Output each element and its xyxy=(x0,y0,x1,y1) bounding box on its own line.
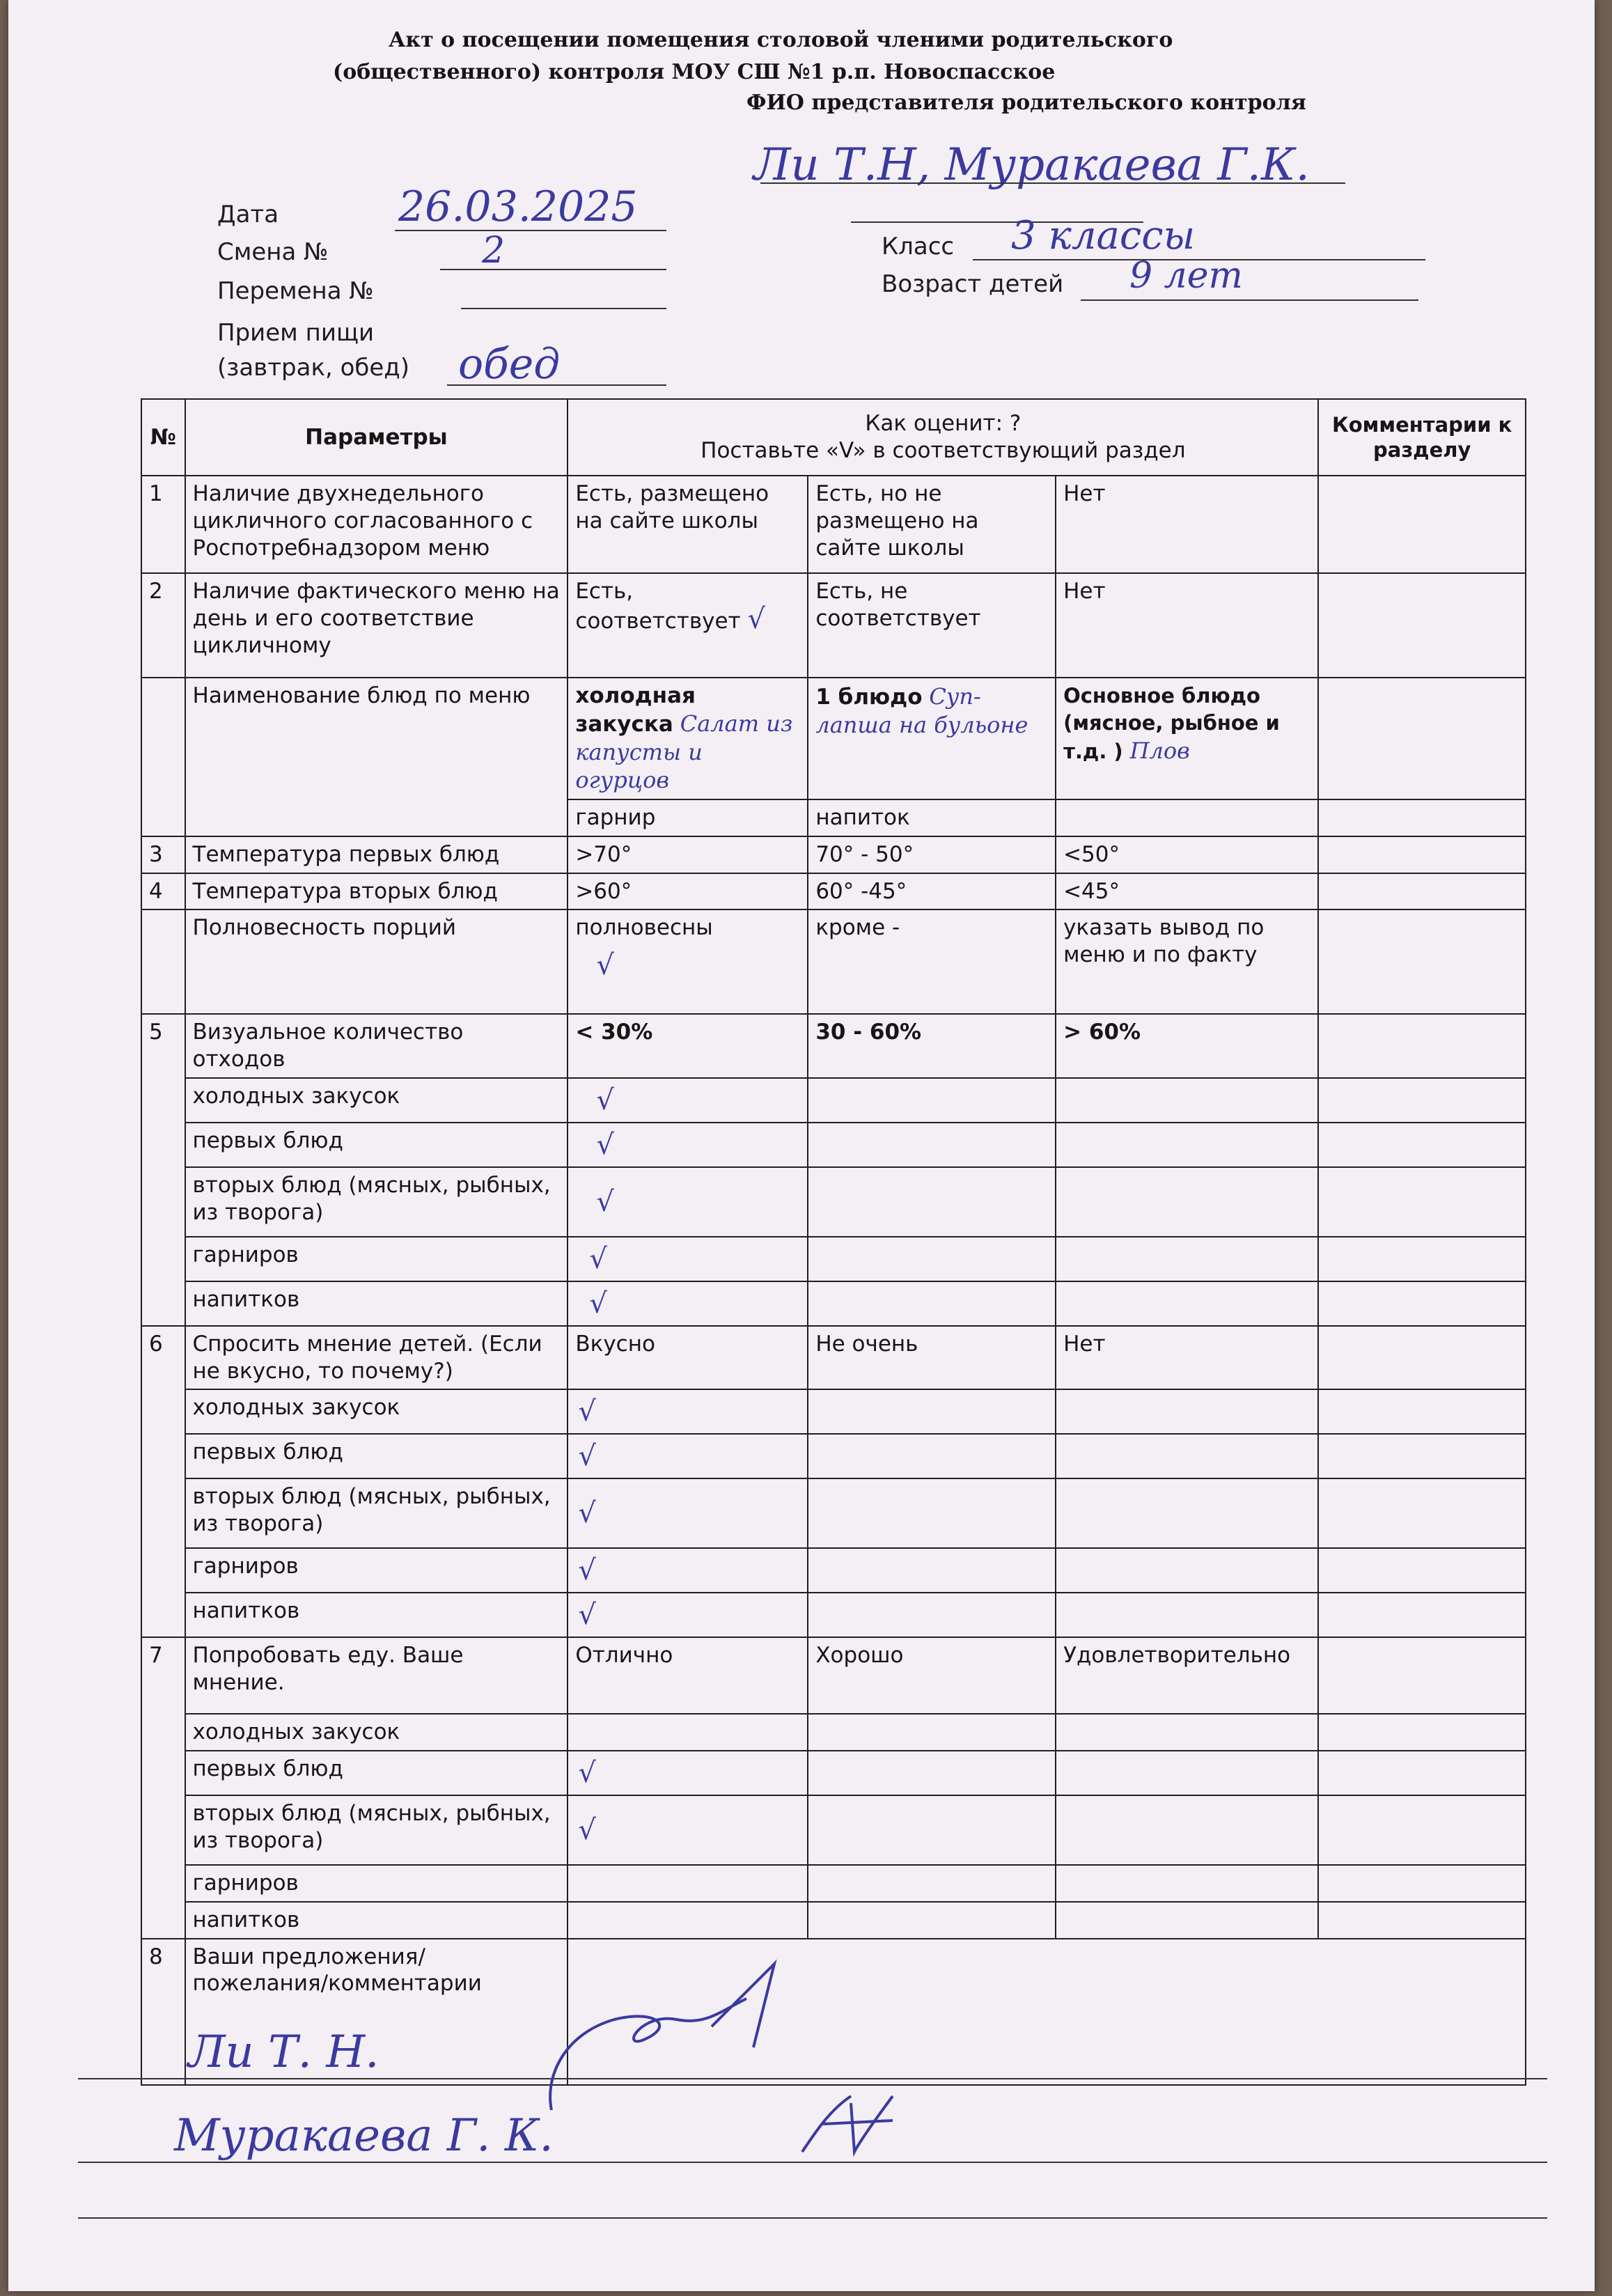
signature-line-3 xyxy=(78,2217,1547,2219)
age-label: Возраст детей xyxy=(882,270,1064,298)
portion-no xyxy=(141,909,185,1014)
document-page xyxy=(8,0,1595,2291)
portion-comment xyxy=(1318,909,1526,1014)
cell-empty xyxy=(1318,1714,1526,1751)
cell-empty xyxy=(808,1751,1056,1795)
row3-comment xyxy=(1318,836,1526,873)
row6-option-a: Вкусно xyxy=(568,1326,808,1390)
row2-no: 2 xyxy=(141,573,185,678)
header-line-1: Акт о посещении помещения столовой членими родительского xyxy=(389,28,1173,52)
cell-empty xyxy=(1318,1478,1526,1548)
row5-first-check: √ xyxy=(568,1123,808,1167)
signature-name-2: Муракаева Г. К. xyxy=(174,2110,554,2162)
header-rating xyxy=(568,399,1318,476)
date-label: Дата xyxy=(217,201,279,228)
row7-sub-side: гарниров xyxy=(185,1865,568,1902)
dishes-cold-value: Салат из капусты и огурцов xyxy=(575,710,793,794)
row1-option-c: Нет xyxy=(1056,476,1318,573)
row5-sub-second: вторых блюд (мясных, рыбных, из творога) xyxy=(185,1167,568,1237)
cell-empty xyxy=(568,1865,808,1902)
cell-empty xyxy=(1318,1123,1526,1167)
table-row xyxy=(141,1902,1526,1939)
header-line-3: ФИО представителя родительского контроля xyxy=(746,91,1306,115)
row6-option-b: Не очень xyxy=(808,1326,1056,1390)
row7-option-a: Отлично xyxy=(568,1637,808,1714)
row7-first-check: √ xyxy=(568,1751,808,1795)
row8-param: Ваши предложения/ пожелания/комментарии xyxy=(185,1939,568,2085)
row2-option-c: Нет xyxy=(1056,573,1318,678)
row5-side-check: √ xyxy=(568,1237,808,1281)
cell-empty xyxy=(1056,1434,1318,1478)
break-underline xyxy=(461,308,666,309)
row5-no: 5 xyxy=(141,1014,185,1326)
cell-empty xyxy=(568,1714,808,1751)
meal-underline xyxy=(447,384,666,386)
dishes-drink: напиток xyxy=(808,799,1056,836)
cell-empty xyxy=(1056,1167,1318,1237)
row6-side-check: √ xyxy=(568,1548,808,1593)
row1-comment xyxy=(1318,476,1526,573)
row5-sub-side: гарниров xyxy=(185,1237,568,1281)
cell-empty xyxy=(568,1902,808,1939)
table-row xyxy=(141,1123,1526,1167)
row6-cold-check: √ xyxy=(568,1389,808,1434)
table-header-row xyxy=(141,399,1526,476)
row6-sub-second: вторых блюд (мясных, рыбных, из творога) xyxy=(185,1478,568,1548)
row2-option-a-text: Есть, соответствует xyxy=(575,579,741,634)
table-row xyxy=(141,1167,1526,1237)
row2-comment xyxy=(1318,573,1526,678)
cell-empty xyxy=(1318,1389,1526,1434)
row7-sub-cold: холодных закусок xyxy=(185,1714,568,1751)
cell-empty xyxy=(1056,1865,1318,1902)
dishes-empty xyxy=(1056,799,1318,836)
header-rating-line-1: Как оценит: ? xyxy=(865,411,1022,437)
row5-comment xyxy=(1318,1014,1526,1078)
row7-second-check: √ xyxy=(568,1795,808,1865)
cell-empty xyxy=(1318,1167,1526,1237)
portion-option-a-text: полновесны xyxy=(575,915,713,941)
cell-empty xyxy=(1056,1478,1318,1548)
row5-option-c: > 60% xyxy=(1056,1014,1318,1078)
row6-first-check: √ xyxy=(568,1434,808,1478)
row8-no: 8 xyxy=(141,1939,185,2085)
portion-param: Полновесность порций xyxy=(185,909,568,1014)
representatives-underline xyxy=(760,182,1345,184)
table-row xyxy=(141,1865,1526,1902)
cell-empty xyxy=(1318,1593,1526,1637)
cell-empty xyxy=(808,1795,1056,1865)
cell-empty xyxy=(1056,1593,1318,1637)
cell-empty xyxy=(1318,1281,1526,1326)
table-row xyxy=(141,1078,1526,1123)
meal-label-1: Прием пищи xyxy=(217,319,375,347)
date-value: 26.03.2025 xyxy=(398,182,638,231)
dishes-main-label: Основное блюдо (мясное, рыбное и т.д. ) xyxy=(1063,684,1280,763)
table-row xyxy=(141,836,1526,873)
cell-empty xyxy=(808,1714,1056,1751)
row6-param: Спросить мнение детей. (Если не вкусно, то почему?) xyxy=(185,1326,568,1390)
table-row xyxy=(141,1389,1526,1434)
cell-empty xyxy=(1056,1237,1318,1281)
signature-line-1 xyxy=(78,2078,1547,2079)
row5-second-check: √ xyxy=(568,1167,808,1237)
cell-empty xyxy=(808,1548,1056,1593)
row7-sub-second: вторых блюд (мясных, рыбных, из творога) xyxy=(185,1795,568,1865)
row1-option-a: Есть, размещено на сайте школы xyxy=(568,476,808,573)
row5-sub-cold: холодных закусок xyxy=(185,1078,568,1123)
table-row xyxy=(141,873,1526,910)
row7-option-c: Удовлетворительно xyxy=(1056,1637,1318,1714)
row4-no: 4 xyxy=(141,873,185,910)
row3-option-a: >70° xyxy=(568,836,808,873)
dishes-first xyxy=(808,678,1056,799)
table-row xyxy=(141,1326,1526,1390)
signature-scribble-1 xyxy=(538,1950,802,2131)
header-line-2: (общественного) контроля МОУ СШ №1 р.п. Новоспасское xyxy=(333,60,1056,84)
row1-option-b: Есть, но не размещено на сайте школы xyxy=(808,476,1056,573)
cell-empty xyxy=(1056,1714,1318,1751)
class-label: Класс xyxy=(882,233,955,260)
cell-empty xyxy=(1318,1902,1526,1939)
signature-scribble-2 xyxy=(788,2082,914,2166)
dishes-cold xyxy=(568,678,808,799)
meal-value: обед xyxy=(458,340,561,389)
row7-sub-drinks: напитков xyxy=(185,1902,568,1939)
dishes-main-value: Плов xyxy=(1129,737,1190,764)
representatives-handwritten: Ли Т.Н, Муракаева Г.К. xyxy=(753,139,1310,191)
cell-empty xyxy=(808,1167,1056,1237)
row2-check-mark: √ xyxy=(747,602,765,635)
row2-param: Наличие фактического меню на день и его соответствие цикличному xyxy=(185,573,568,678)
shift-value: 2 xyxy=(482,230,506,272)
header-rating-line-2: Поставьте «V» в соответствующий раздел xyxy=(701,438,1186,463)
row2-option-b: Есть, не соответствует xyxy=(808,573,1056,678)
dishes-param: Наименование блюд по меню xyxy=(185,678,568,836)
meal-label-2: (завтрак, обед) xyxy=(217,354,410,382)
cell-empty xyxy=(1056,1795,1318,1865)
cell-empty xyxy=(1318,1751,1526,1795)
table-row xyxy=(141,1478,1526,1548)
break-label: Перемена № xyxy=(217,277,374,305)
table-row xyxy=(141,1237,1526,1281)
shift-underline xyxy=(440,269,666,270)
cell-empty xyxy=(1056,1078,1318,1123)
shift-label: Смена № xyxy=(217,238,329,266)
row6-sub-cold: холодных закусок xyxy=(185,1389,568,1434)
row4-param: Температура вторых блюд xyxy=(185,873,568,910)
row5-drinks-check: √ xyxy=(568,1281,808,1326)
cell-empty xyxy=(808,1078,1056,1123)
table-row xyxy=(141,1548,1526,1593)
cell-empty xyxy=(1056,1389,1318,1434)
row5-sub-first: первых блюд xyxy=(185,1123,568,1167)
dishes-comment xyxy=(1318,678,1526,799)
row6-second-check: √ xyxy=(568,1478,808,1548)
row5-option-a: < 30% xyxy=(568,1014,808,1078)
dishes-main xyxy=(1056,678,1318,799)
table-row xyxy=(141,678,1526,799)
dishes-first-label: 1 блюдо xyxy=(815,685,923,710)
row6-sub-first: первых блюд xyxy=(185,1434,568,1478)
table-row xyxy=(141,573,1526,678)
header-no: № xyxy=(141,399,185,476)
portion-option-c: указать вывод по меню и по факту xyxy=(1056,909,1318,1014)
cell-empty xyxy=(1056,1281,1318,1326)
inspection-table xyxy=(141,398,1526,2086)
table-row xyxy=(141,1795,1526,1865)
cell-empty xyxy=(1056,1123,1318,1167)
dishes-comment-2 xyxy=(1318,799,1526,836)
row1-no: 1 xyxy=(141,476,185,573)
table-row xyxy=(141,1281,1526,1326)
row1-param: Наличие двухнедельного цикличного согласованного с Роспотребнадзором меню xyxy=(185,476,568,573)
table-row xyxy=(141,1014,1526,1078)
cell-empty xyxy=(1318,1237,1526,1281)
table-row xyxy=(141,1714,1526,1751)
table-row xyxy=(141,909,1526,1014)
table-row xyxy=(141,1637,1526,1714)
row6-drinks-check: √ xyxy=(568,1593,808,1637)
age-underline xyxy=(1081,299,1418,301)
row7-param: Попробовать еду. Ваше мнение. xyxy=(185,1637,568,1714)
row6-no: 6 xyxy=(141,1326,185,1638)
dishes-no xyxy=(141,678,185,836)
cell-empty xyxy=(808,1281,1056,1326)
cell-empty xyxy=(1056,1751,1318,1795)
row4-comment xyxy=(1318,873,1526,910)
row5-option-b: 30 - 60% xyxy=(808,1014,1056,1078)
header-comments: Комментарии к разделу xyxy=(1318,399,1526,476)
cell-empty xyxy=(808,1902,1056,1939)
row6-sub-drinks: напитков xyxy=(185,1593,568,1637)
row6-comment xyxy=(1318,1326,1526,1390)
cell-empty xyxy=(808,1123,1056,1167)
cell-empty xyxy=(1056,1548,1318,1593)
cell-empty xyxy=(1318,1434,1526,1478)
date-underline xyxy=(395,230,666,231)
class-value: 3 классы xyxy=(1011,213,1196,258)
row7-sub-first: первых блюд xyxy=(185,1751,568,1795)
cell-empty xyxy=(808,1237,1056,1281)
cell-empty xyxy=(1318,1865,1526,1902)
dishes-side: гарнир xyxy=(568,799,808,836)
row7-option-b: Хорошо xyxy=(808,1637,1056,1714)
cell-empty xyxy=(808,1865,1056,1902)
row4-option-c: <45° xyxy=(1056,873,1318,910)
row7-no: 7 xyxy=(141,1637,185,1938)
cell-empty xyxy=(1318,1795,1526,1865)
cell-empty xyxy=(808,1593,1056,1637)
row3-param: Температура первых блюд xyxy=(185,836,568,873)
row3-option-b: 70° - 50° xyxy=(808,836,1056,873)
signature-name-1: Ли Т. Н. xyxy=(188,2026,379,2078)
table-row xyxy=(141,476,1526,573)
cell-empty xyxy=(808,1434,1056,1478)
row5-cold-check: √ xyxy=(568,1078,808,1123)
dishes-cold-label: холодная закуска xyxy=(575,683,696,737)
row6-option-c: Нет xyxy=(1056,1326,1318,1390)
row5-param: Визуальное количество отходов xyxy=(185,1014,568,1078)
table-row xyxy=(141,1593,1526,1637)
row5-sub-drinks: напитков xyxy=(185,1281,568,1326)
row7-comment xyxy=(1318,1637,1526,1714)
dishes-first-value: Суп-лапша на бульоне xyxy=(815,683,1028,738)
cell-empty xyxy=(808,1478,1056,1548)
table-row xyxy=(141,1434,1526,1478)
cell-empty xyxy=(808,1389,1056,1434)
portion-option-b: кроме - xyxy=(808,909,1056,1014)
row3-no: 3 xyxy=(141,836,185,873)
cell-empty xyxy=(1056,1902,1318,1939)
age-value: 9 лет xyxy=(1129,255,1243,297)
row6-sub-side: гарниров xyxy=(185,1548,568,1593)
row4-option-b: 60° -45° xyxy=(808,873,1056,910)
row4-option-a: >60° xyxy=(568,873,808,910)
row2-option-a xyxy=(568,573,808,678)
portion-check-mark: √ xyxy=(596,949,614,981)
row3-option-c: <50° xyxy=(1056,836,1318,873)
portion-option-a xyxy=(568,909,808,1014)
table-row xyxy=(141,1751,1526,1795)
cell-empty xyxy=(1318,1078,1526,1123)
header-params: Параметры xyxy=(185,399,568,476)
cell-empty xyxy=(1318,1548,1526,1593)
